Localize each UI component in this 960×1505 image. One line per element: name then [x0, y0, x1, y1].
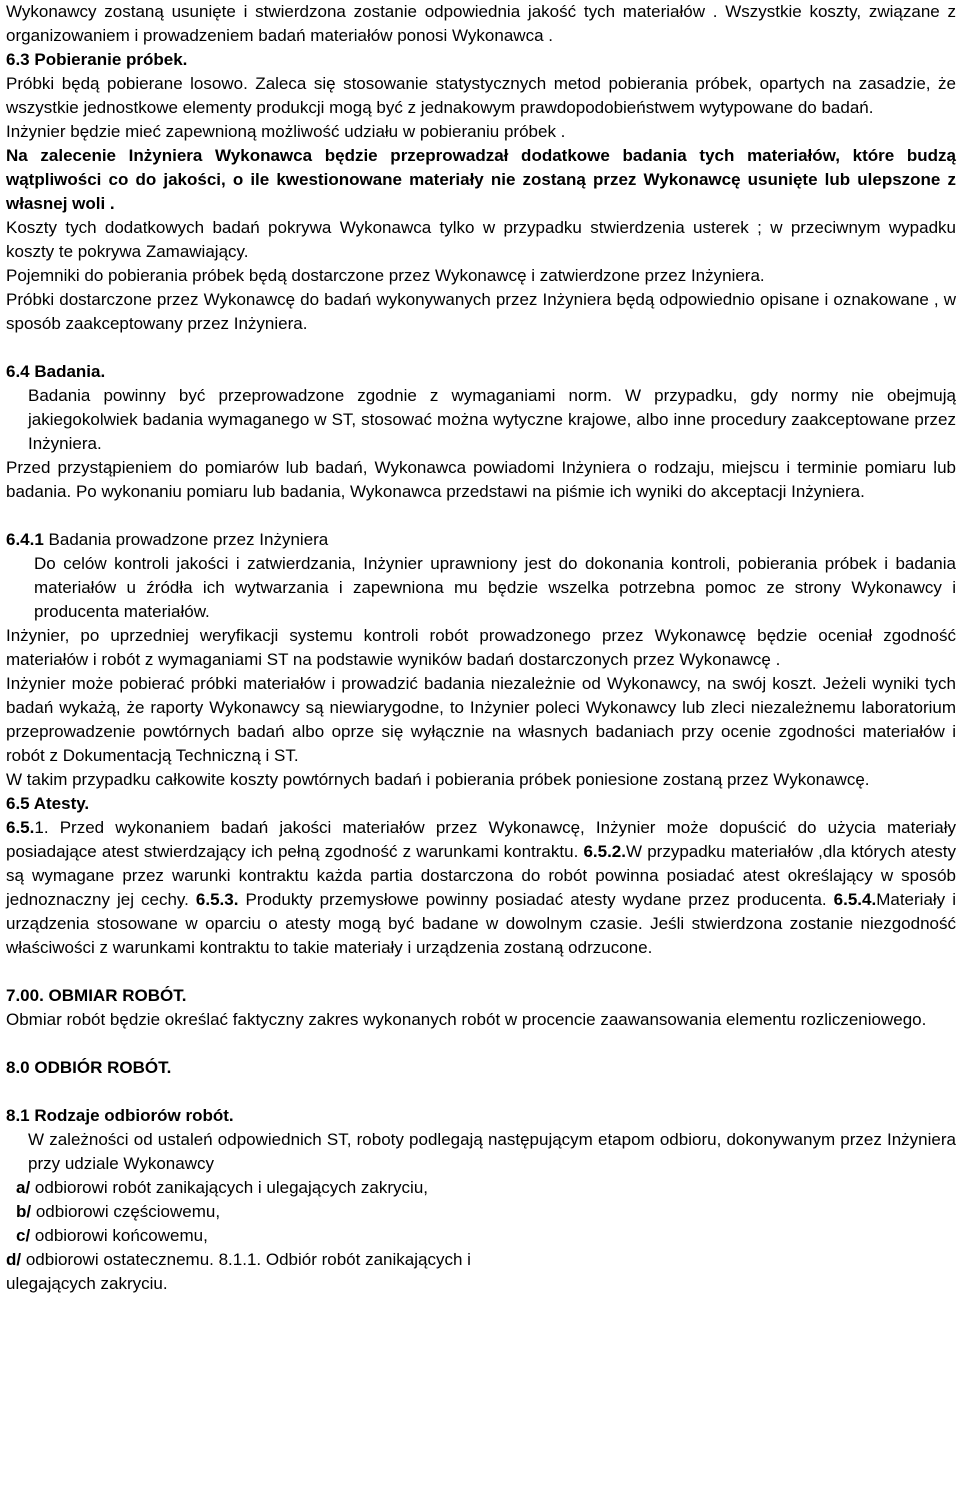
paragraph: W takim przypadku całkowite koszty powtórnych badań i pobierania próbek poniesione zostaną przez Wykonawcę. — [6, 770, 870, 789]
paragraph: Obmiar robót będzie określać faktyczny zakres wykonanych robót w procencie zaawansowania elementu rozliczeniowego. — [6, 1010, 927, 1029]
paragraph: Próbki będą pobierane losowo. Zaleca się stosowanie statystycznych metod pobierania próbek, opartych na zasadzie, że wszystkie jednostkowe elementy produkcji mogą być z jednakowym prawdopodobieństwem wytypowane do badań. — [6, 74, 956, 117]
list-marker: b/ — [16, 1202, 32, 1221]
list-item — [6, 1248, 956, 1272]
paragraph: Próbki dostarczone przez Wykonawcę do badań wykonywanych przez Inżyniera będą odpowiednio opisane i oznakowane , w sposób zaakceptowany przez Inżyniera. — [6, 290, 956, 333]
list-text: odbiorowi końcowemu, — [30, 1226, 208, 1245]
heading-6-4: 6.4 Badania. — [6, 362, 106, 381]
heading-6-5: 6.5 Atesty. — [6, 794, 90, 813]
clause-text: Produkty przemysłowe powinny posiadać atesty wydane przez producenta. — [238, 890, 834, 909]
paragraph: Wykonawcy zostaną usunięte i stwierdzona zostanie odpowiednia jakość tych materiałów . Wszystkie koszty, związane z organizowaniem i prowadzeniem badań materiałów ponosi Wykonawca . — [6, 2, 956, 45]
paragraph: ulegających zakryciu. — [6, 1274, 168, 1293]
paragraph: Inżynier będzie mieć zapewnioną możliwość udziału w pobieraniu próbek . — [6, 122, 566, 141]
list-item — [6, 1176, 956, 1200]
heading-8-1: 8.1 Rodzaje odbiorów robót. — [6, 1106, 234, 1125]
heading-7-00: 7.00. OBMIAR ROBÓT. — [6, 986, 187, 1005]
document-page — [6, 0, 956, 1296]
paragraph: Badania powinny być przeprowadzone zgodnie z wymaganiami norm. W przypadku, gdy normy nie obejmują jakiegokolwiek badania wymaganego w ST, stosować można wytyczne krajowe, albo inne procedury zaakceptowane przez Inżyniera. — [28, 386, 956, 453]
paragraph: W zależności od ustaleń odpowiednich ST, roboty podlegają następującym etapom odbioru, dokonywanym przez Inżyniera przy udziale Wykonawcy — [28, 1130, 956, 1173]
heading-6-4-1 — [6, 528, 956, 552]
list-text: odbiorowi częściowemu, — [31, 1202, 221, 1221]
clause-number: 6.5.4. — [833, 890, 877, 909]
paragraph: Inżynier, po uprzedniej weryfikacji systemu kontroli robót prowadzonego przez Wykonawcę będzie oceniał zgodność materiałów i robót z wymaganiami ST na podstawie wyników badań dostarczonych przez Wykonawcę . — [6, 626, 956, 669]
list-marker: c/ — [16, 1226, 31, 1245]
paragraph: Inżynier może pobierać próbki materiałów i prowadzić badania niezależnie od Wykonawcy, na swój koszt. Jeżeli wyniki tych badań wykażą, że raporty Wykonawcy są niewiarygodne, to Inżynier poleci Wykonawcy lub zleci niezależnemu laboratorium przeprowadzenie powtórnych badań albo oprze się wyłącznie na własnych badaniach przy ocenie zgodności materiałów i robót z Dokumentacją Techniczną i ST. — [6, 674, 956, 765]
paragraph: Do celów kontroli jakości i zatwierdzania, Inżynier uprawniony jest do dokonania kontroli, pobierania próbek i badania materiałów u źródła ich wytwarzania i zapewniona mu będzie wszelka potrzebna pomoc ze strony Wykonawcy i producenta materiałów. — [34, 554, 956, 621]
paragraph-bold: Na zalecenie Inżyniera Wykonawca będzie przeprowadzał dodatkowe badania tych materiałów, które budzą wątpliwości co do jakości, o ile kwestionowane materiały nie zostaną przez Wykonawcę usunięte lub ulepszone z własnej woli . — [6, 146, 956, 213]
clause-text: Materiały i urządzenia stosowane w oparciu o atesty mogą być badane w dowolnym czasie. Jeśli stwierdzona zostanie niezgodność właściwości z warunkami kontraktu to takie materiały i urządzenia zostaną odrzucone. — [6, 890, 956, 957]
heading-6-3: 6.3 Pobieranie próbek. — [6, 50, 188, 69]
clause-text: W przypadku materiałów ,dla których atesty są wymagane przez warunki kontraktu każda partia dostarczona do robót powinna posiadać atest określający w sposób jednoznaczny jej cechy. — [6, 842, 956, 909]
heading-text: Badania prowadzone przez Inżyniera — [43, 530, 329, 549]
atesty-paragraph — [6, 816, 956, 960]
clause-number: 6.5. — [6, 818, 35, 837]
list-marker: d/ — [6, 1250, 22, 1269]
clause-number: 6.5.3. — [195, 890, 239, 909]
paragraph: Pojemniki do pobierania próbek będą dostarczone przez Wykonawcę i zatwierdzone przez Inżyniera. — [6, 266, 765, 285]
heading-number: 6.4.1 — [6, 530, 44, 549]
list-text: odbiorowi ostatecznemu. 8.1.1. Odbiór robót zanikających i — [21, 1250, 471, 1269]
clause-text: 1. Przed wykonaniem badań jakości materiałów przez Wykonawcę, Inżynier może dopuścić do użycia materiały posiadające atest stwierdzający ich pełną zgodność z warunkami kontraktu. — [6, 818, 956, 861]
list-item — [6, 1200, 956, 1224]
list-text: odbiorowi robót zanikających i ulegających zakryciu, — [30, 1178, 428, 1197]
paragraph: Przed przystąpieniem do pomiarów lub badań, Wykonawca powiadomi Inżyniera o rodzaju, miejscu i terminie pomiaru lub badania. Po wykonaniu pomiaru lub badania, Wykonawca przedstawi na piśmie ich wyniki do akceptacji Inżyniera. — [6, 458, 956, 501]
paragraph: Koszty tych dodatkowych badań pokrywa Wykonawca tylko w przypadku stwierdzenia usterek ; w przeciwnym wypadku koszty te pokrywa Zamawiający. — [6, 218, 956, 261]
heading-8-0: 8.0 ODBIÓR ROBÓT. — [6, 1058, 172, 1077]
clause-number: 6.5.2. — [583, 842, 626, 861]
list-marker: a/ — [16, 1178, 31, 1197]
list-item — [6, 1224, 956, 1248]
